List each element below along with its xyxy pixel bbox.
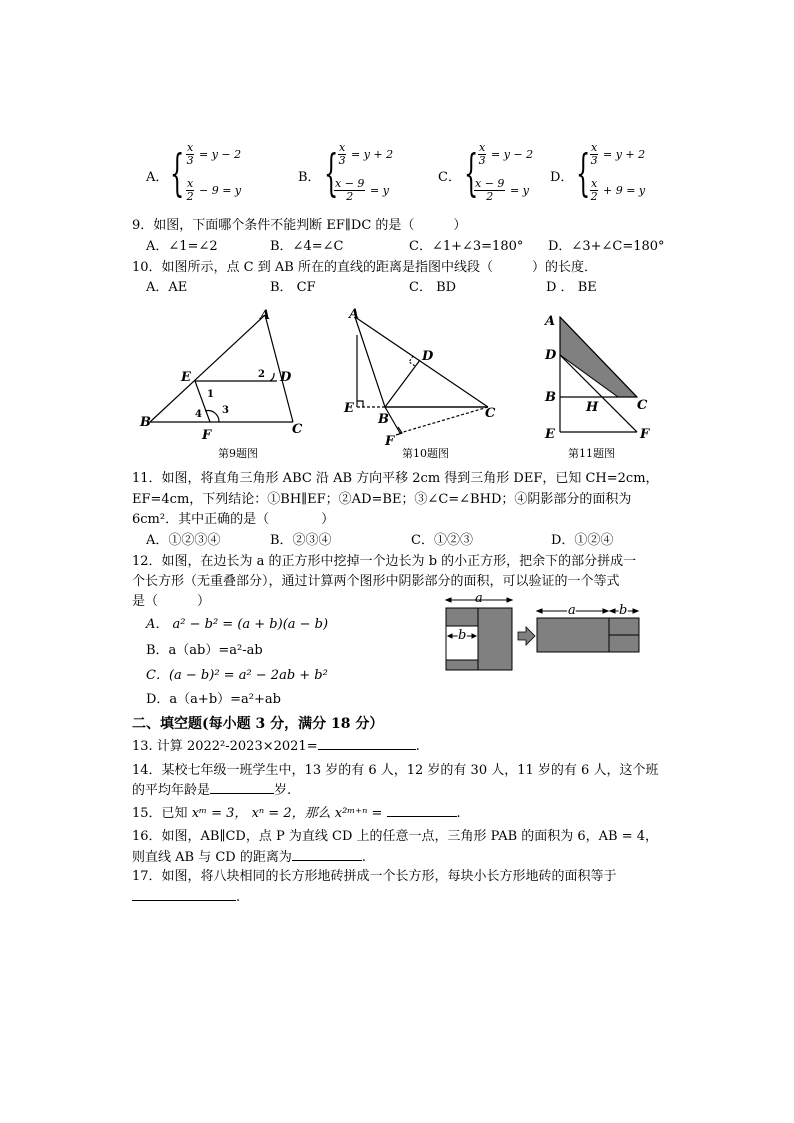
q14-unit: 岁. [274, 783, 292, 798]
equation-rhs: − 9 = y [199, 184, 242, 197]
brace: { [576, 144, 591, 202]
option-label: B． [298, 170, 321, 185]
q16-text: 则直线 AB 与 CD 的距离为 [132, 850, 292, 865]
q10-option-c: C． BD [409, 280, 457, 295]
fraction: $\frac{x}{3}$ [186, 141, 194, 167]
fig12-label-a: a [475, 591, 483, 606]
q9-option-d: D．∠3+∠C=180° [548, 239, 665, 254]
q11-line-3: 6cm²．其中正确的是（ ） [132, 512, 335, 527]
fig10-label-e: E [344, 401, 354, 416]
q15-answer-blank[interactable] [387, 816, 457, 817]
q9-option-a: A．∠1=∠2 [146, 239, 218, 254]
q13-answer-blank[interactable] [318, 749, 416, 750]
fig9-label-b: B [140, 415, 151, 430]
q14-line-1: 14．某校七年级一班学生中，13 岁的有 6 人，12 岁的有 30 人，11 岁的有 6 人，这个班 [132, 763, 659, 778]
option-label: D． [550, 170, 574, 185]
fig9-angle-1: 1 [207, 389, 214, 400]
fig12-rect-label-b: b [619, 603, 628, 618]
q15 [132, 805, 461, 823]
equation-rhs: = y − 2 [199, 148, 242, 161]
q10-option-d: D ． BE [546, 280, 597, 295]
q14-text: 的平均年龄是 [132, 783, 211, 798]
arrow-icon [518, 627, 535, 645]
equation-rhs: = y + 2 [603, 148, 646, 161]
q14-line-2 [132, 782, 291, 800]
fig10-label-c: C [485, 406, 496, 421]
q12-line-1: 12．如图，在边长为 a 的正方形中挖掉一个边长为 b 的小正方形，把余下的部分拼成一 [132, 554, 637, 569]
q15-text: 15．已知 [132, 806, 188, 821]
figure-11 [540, 305, 670, 465]
fig10-label-a: A [349, 307, 360, 322]
q8-option-d [550, 140, 660, 210]
q8-option-a [146, 140, 256, 210]
q17-period: . [236, 890, 241, 905]
fig11-label-c: C [637, 398, 648, 413]
q12-option-b: B．a（ab）=a²-ab [146, 643, 263, 658]
fig9-angle-2: 2 [258, 369, 265, 380]
option-label: C． [438, 170, 461, 185]
fraction: $\frac{x}{2}$ [590, 177, 598, 203]
fig9-label-d: D [280, 370, 292, 385]
q17-line-1: 17．如图，将八块相同的长方形地砖拼成一个长方形，每块小长方形地砖的面积等于 [132, 869, 617, 884]
fig11-label-e: E [545, 427, 555, 442]
fig11-caption: 第11题图 [568, 447, 615, 460]
section-2-title: 二、填空题(每小题 3 分，满分 18 分） [132, 716, 384, 732]
fig9-label-a: A [260, 308, 271, 323]
q16-period: . [361, 850, 366, 865]
figure-10 [340, 305, 520, 465]
q11-option-b: B．②③④ [270, 533, 332, 548]
fig11-label-a: A [545, 314, 556, 329]
q8-option-b [298, 140, 418, 210]
equation-rhs: = y [370, 184, 389, 197]
q15-m: xᵐ = 3， [191, 806, 248, 821]
figure-12 [442, 592, 642, 672]
q13 [132, 738, 420, 756]
q16-line-1: 16．如图，AB∥CD，点 P 为直线 CD 上的任意一点，三角形 PAB 的面积为 6，AB = 4， [132, 829, 659, 844]
q12-option-c: C．(a − b)² = a² − 2ab + b² [146, 668, 328, 683]
fig10-label-f: F [385, 434, 395, 449]
q16-line-2 [132, 849, 366, 867]
q9-stem: 9．如图，下面哪个条件不能判断 EF∥DC 的是（ ） [132, 218, 467, 233]
brace: { [170, 144, 185, 202]
fig10-caption: 第10题图 [402, 447, 449, 460]
figure-9 [135, 305, 315, 465]
fig11-label-f: F [640, 427, 650, 442]
q12-option-d: D．a（a+b）=a²+ab [146, 692, 281, 707]
fraction: $\frac{x}{3}$ [338, 141, 346, 167]
option-label: A． [146, 170, 169, 185]
equation-rhs: + 9 = y [603, 184, 646, 197]
fig9-angle-4: 4 [195, 409, 202, 420]
fraction: $\frac{x - 9}{2}$ [475, 177, 505, 203]
q11-line-2: EF=4cm，下列结论：①BH∥EF；②AD=BE；③∠C=∠BHD；④阴影部分的面积为 [132, 492, 632, 507]
fig9-angle-3: 3 [222, 405, 229, 416]
q9-option-b: B．∠4=∠C [270, 239, 344, 254]
q14-answer-blank[interactable] [210, 793, 274, 794]
q10-option-b: B． CF [270, 280, 316, 295]
q16-answer-blank[interactable] [292, 860, 362, 861]
q15-n: xⁿ = 2，那么 [251, 806, 331, 821]
fig10-label-d: D [422, 349, 434, 364]
fig9-label-e: E [181, 370, 191, 385]
q13-period: . [415, 739, 420, 754]
fig11-label-b: B [545, 390, 556, 405]
brace: { [324, 144, 339, 202]
fraction: $\frac{x - 9}{2}$ [335, 177, 365, 203]
q12-line-2: 个长方形（无重叠部分），通过计算两个图形中阴影部分的面积，可以验证的一个等式 [132, 574, 620, 589]
q11-line-1: 11．如图，将直角三角形 ABC 沿 AB 方向平移 2cm 得到三角形 DEF，已知 CH=2cm， [132, 471, 659, 486]
q10-option-a: A．AE [146, 280, 188, 295]
q9-option-c: C．∠1+∠3=180° [409, 239, 524, 254]
q17-line-2 [132, 889, 240, 907]
q11-option-a: A．①②③④ [146, 533, 221, 548]
q11-option-c: C．①②③ [411, 533, 473, 548]
fraction: $\frac{x}{2}$ [186, 177, 194, 203]
equation-rhs: = y + 2 [351, 148, 394, 161]
brace: { [464, 144, 479, 202]
fig9-label-f: F [202, 428, 212, 443]
fig9-label-c: C [292, 422, 303, 437]
fig12-rect-label-a: a [568, 603, 576, 618]
fig11-label-h: H [586, 400, 599, 415]
q12-line-3: 是（ ） [132, 594, 211, 609]
equation-rhs: = y − 2 [491, 148, 534, 161]
q11-option-d: D．①②④ [551, 533, 614, 548]
fig10-label-b: B [378, 412, 389, 427]
q12-option-a: A． a² − b² = (a + b)(a − b) [146, 617, 329, 632]
q15-expr: x²ᵐ⁺ⁿ = [334, 806, 383, 821]
q10-stem: 10．如图所示，点 C 到 AB 所在的直线的距离是指图中线段（ ）的长度． [132, 260, 597, 275]
q15-period: . [456, 806, 461, 821]
q17-answer-blank[interactable] [132, 900, 236, 901]
q8-option-c [438, 140, 558, 210]
fig9-caption: 第9题图 [218, 447, 258, 460]
equation-rhs: = y [510, 184, 529, 197]
fraction: $\frac{x}{3}$ [478, 141, 486, 167]
fig12-label-b: b [458, 628, 467, 643]
fig11-label-d: D [545, 348, 557, 363]
fraction: $\frac{x}{3}$ [590, 141, 598, 167]
q13-text: 13. 计算 2022²-2023×2021= [132, 739, 318, 754]
